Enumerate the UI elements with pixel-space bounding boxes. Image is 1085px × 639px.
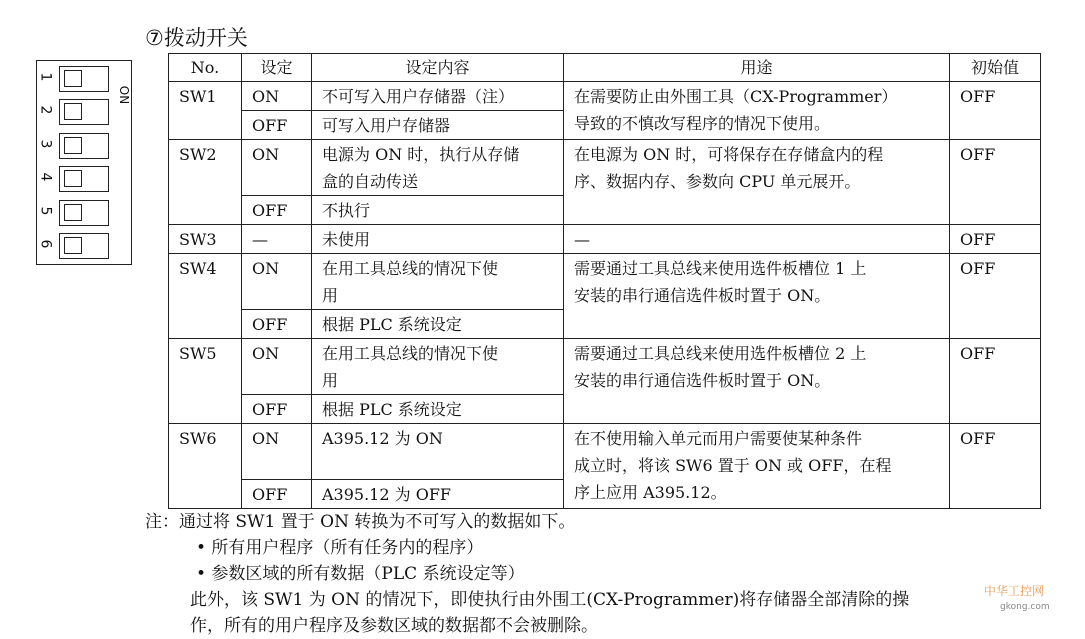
cell-content: A395.12 为 OFF xyxy=(312,480,564,509)
usage-line: 需要通过工具总线来使用选件板槽位 2 上 xyxy=(574,344,867,363)
usage-line: 导致的不慎改写程序的情况下使用。 xyxy=(574,114,831,133)
cell-no: SW4 xyxy=(169,254,242,339)
dip-switch-3 xyxy=(37,130,133,162)
cell-setting: OFF xyxy=(242,395,312,424)
cell-no: SW5 xyxy=(169,339,242,424)
table-row xyxy=(169,82,1041,111)
cell-initial: OFF xyxy=(950,225,1041,254)
cell-setting: ON xyxy=(242,424,312,480)
usage-line: 需要通过工具总线来使用选件板槽位 1 上 xyxy=(574,259,867,278)
cell-initial: OFF xyxy=(950,254,1041,339)
cell-setting: — xyxy=(242,225,312,254)
cell-setting: OFF xyxy=(242,196,312,225)
cell-content: 未使用 xyxy=(312,225,564,254)
dip-switch-number: 6 xyxy=(37,239,54,249)
cell-no: SW6 xyxy=(169,424,242,509)
cell-content xyxy=(312,339,564,395)
watermark-logo: 中华工控网 xyxy=(984,584,1045,598)
usage-line: 安装的串行通信选件板时置于 ON。 xyxy=(574,371,831,390)
note-bullet-1: • 所有用户程序（所有任务内的程序） xyxy=(196,538,484,558)
note-bullet-2: • 参数区域的所有数据（PLC 系统设定等） xyxy=(196,564,525,584)
cell-setting: ON xyxy=(242,339,312,395)
dip-switch-slot xyxy=(59,166,109,192)
header-setting: 设定 xyxy=(242,54,312,82)
cell-setting: OFF xyxy=(242,310,312,339)
dip-switch-6 xyxy=(37,230,133,262)
usage-line: 在不使用输入单元而用户需要使某种条件 xyxy=(574,429,863,448)
usage-line: 安装的串行通信选件板时置于 ON。 xyxy=(574,286,831,305)
content-line: 盒的自动传送 xyxy=(322,172,419,191)
dip-switch-slot xyxy=(59,133,109,159)
table-row xyxy=(169,254,1041,310)
cell-usage xyxy=(564,82,950,140)
usage-line: 序、数据内存、参数向 CPU 单元展开。 xyxy=(574,172,861,191)
cell-usage xyxy=(564,254,950,339)
cell-usage xyxy=(564,424,950,509)
note-line-1: 注：通过将 SW1 置于 ON 转换为不可写入的数据如下。 xyxy=(145,512,576,532)
cell-setting: OFF xyxy=(242,111,312,140)
dip-switch-slot xyxy=(59,99,109,125)
dip-on-label: ON xyxy=(117,85,132,105)
cell-setting: ON xyxy=(242,140,312,196)
note-line-4: 此外，该 SW1 为 ON 的情况下，即使执行由外围工(CX-Programmer)将存储器全部清除的操 xyxy=(190,590,910,610)
cell-setting: OFF xyxy=(242,480,312,509)
table-row xyxy=(169,339,1041,395)
table-header-row xyxy=(169,54,1041,82)
cell-usage: — xyxy=(564,225,950,254)
cell-no: SW2 xyxy=(169,140,242,225)
header-content: 设定内容 xyxy=(312,54,564,82)
cell-content xyxy=(312,140,564,196)
cell-no: SW3 xyxy=(169,225,242,254)
cell-initial: OFF xyxy=(950,82,1041,140)
cell-usage xyxy=(564,339,950,424)
cell-content: 根据 PLC 系统设定 xyxy=(312,395,564,424)
content-line: 电源为 ON 时，执行从存储 xyxy=(322,145,520,164)
cell-setting: ON xyxy=(242,254,312,310)
dip-switch-knob xyxy=(64,137,82,154)
cell-content: 根据 PLC 系统设定 xyxy=(312,310,564,339)
cell-no: SW1 xyxy=(169,82,242,140)
dip-switch-slot xyxy=(59,200,109,226)
dip-switch-slot xyxy=(59,233,109,259)
cell-content: A395.12 为 ON xyxy=(312,424,564,480)
dip-switch-number: 5 xyxy=(37,206,54,216)
content-line: 用 xyxy=(322,286,339,305)
cell-content xyxy=(312,254,564,310)
header-usage: 用途 xyxy=(564,54,950,82)
cell-content: 不可写入用户存储器（注） xyxy=(312,82,564,111)
dip-switch-number: 4 xyxy=(37,172,54,182)
cell-initial: OFF xyxy=(950,424,1041,509)
cell-usage xyxy=(564,140,950,225)
dip-switch-knob xyxy=(64,170,82,187)
cell-initial: OFF xyxy=(950,339,1041,424)
usage-line: 在电源为 ON 时，可将保存在存储盒内的程 xyxy=(574,145,884,164)
section-heading: ⑦拨动开关 xyxy=(145,26,248,50)
content-line: 用 xyxy=(322,371,339,390)
table-row xyxy=(169,140,1041,196)
cell-content: 可写入用户存储器 xyxy=(312,111,564,140)
header-no: No. xyxy=(169,54,242,82)
header-initial: 初始值 xyxy=(950,54,1041,82)
dip-switch-knob xyxy=(64,103,82,120)
table-row xyxy=(169,424,1041,480)
dip-switch-4 xyxy=(37,163,133,195)
dip-switch-5 xyxy=(37,197,133,229)
content-line: 在用工具总线的情况下使 xyxy=(322,259,499,278)
cell-content: 不执行 xyxy=(312,196,564,225)
cell-initial: OFF xyxy=(950,140,1041,225)
dip-switch-number: 2 xyxy=(37,105,54,115)
dip-switch-knob xyxy=(64,237,82,254)
switch-settings-table xyxy=(168,53,1041,509)
table-row xyxy=(169,225,1041,254)
dip-switch-knob xyxy=(64,70,82,87)
note-line-5: 作，所有的用户程序及参数区域的数据都不会被删除。 xyxy=(190,616,598,636)
usage-line: 在需要防止由外围工具（CX-Programmer） xyxy=(574,87,898,106)
dip-switch-knob xyxy=(64,204,82,221)
dip-switch-number: 1 xyxy=(37,72,54,82)
usage-line: 序上应用 A395.12。 xyxy=(574,483,727,502)
cell-setting: ON xyxy=(242,82,312,111)
dip-switch-number: 3 xyxy=(37,139,54,149)
dip-switch-slot xyxy=(59,66,109,92)
usage-line: 成立时，将该 SW6 置于 ON 或 OFF，在程 xyxy=(574,456,892,475)
content-line: 在用工具总线的情况下使 xyxy=(322,344,499,363)
watermark-url: gkong.com xyxy=(1000,602,1050,612)
